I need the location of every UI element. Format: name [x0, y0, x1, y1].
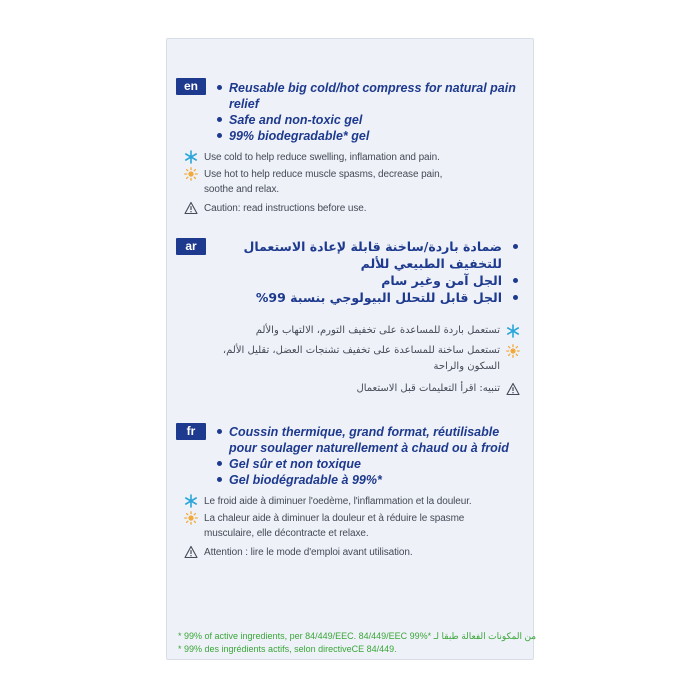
fr-benefits-list: [216, 424, 521, 488]
warning-icon: [184, 545, 198, 559]
ar-benefit-item: الجل آمن وغير سام: [240, 272, 520, 289]
en-caution-text: Caution: read instructions before use.: [204, 203, 367, 214]
ar-benefits-list: [240, 238, 520, 306]
warning-icon: [506, 382, 520, 396]
fr-caution-text: Attention : lire le mode d'emploi avant utilisation.: [204, 547, 413, 558]
ar-hot-note: [190, 343, 520, 375]
snowflake-icon: [506, 324, 520, 338]
fr-benefit-item: Gel sûr et non toxique: [216, 456, 521, 472]
sun-icon: [184, 511, 198, 525]
fr-benefit-item: Coussin thermique, grand format, réutilisable pour soulager naturellement à chaud ou à froid: [216, 424, 521, 456]
ar-hot-text: تستعمل ساخنة للمساعدة على تخفيف تشنجات العضل، تقليل الألم، السكون والراحة: [222, 345, 500, 372]
en-benefit-item: 99% biodegradable* gel: [216, 128, 516, 144]
language-badge-fr: fr: [176, 423, 206, 440]
en-cold-text: Use cold to help reduce swelling, inflamation and pain.: [204, 152, 440, 163]
snowflake-icon: [184, 494, 198, 508]
en-benefits-list: [216, 80, 516, 144]
fr-benefit-item: Gel biodégradable à 99%*: [216, 472, 521, 488]
fr-caution-note: [184, 545, 484, 560]
en-benefit-item: Safe and non-toxic gel: [216, 112, 516, 128]
en-cold-note: [184, 150, 484, 165]
footnote-fr: * 99% des ingrédients actifs, selon directiveCE 84/449.: [178, 644, 397, 654]
ar-cold-text: تستعمل باردة للمساعدة على تخفيف التورم، الالتهاب والألم: [255, 325, 500, 336]
ar-caution-note: [190, 381, 520, 397]
en-hot-text: Use hot to help reduce muscle spasms, decrease pain, soothe and relax.: [204, 169, 443, 195]
warning-icon: [184, 201, 198, 215]
ar-cold-note: [190, 323, 520, 339]
fr-cold-text: Le froid aide à diminuer l'oedème, l'inflammation et la douleur.: [204, 496, 472, 507]
sun-icon: [506, 344, 520, 358]
sun-icon: [184, 167, 198, 181]
fr-cold-note: [184, 494, 484, 509]
snowflake-icon: [184, 150, 198, 164]
fr-hot-note: [184, 511, 476, 541]
ar-benefit-item: الجل قابل للتحلل البيولوجي بنسبة 99%: [240, 289, 520, 306]
ar-caution-text: تنبيه: اقرأ التعليمات قبل الاستعمال: [356, 383, 500, 394]
en-hot-note: [184, 167, 444, 197]
fr-hot-text: La chaleur aide à diminuer la douleur et à réduire le spasme musculaire, elle décontracte et relaxe.: [204, 513, 465, 539]
en-benefit-item: Reusable big cold/hot compress for natural pain relief: [216, 80, 516, 112]
language-badge-ar: ar: [176, 238, 206, 255]
language-badge-en: en: [176, 78, 206, 95]
ar-benefit-item: ضمادة باردة/ساخنة قابلة لإعادة الاستعمال للتخفيف الطبيعي للألم: [240, 238, 520, 272]
en-caution-note: [184, 201, 484, 216]
footnote-en-ar: * 99% of active ingredients, per 84/449/EEC. 84/449/EEC 99%* من المكونات الفعالة طبقا لـ: [178, 631, 537, 641]
